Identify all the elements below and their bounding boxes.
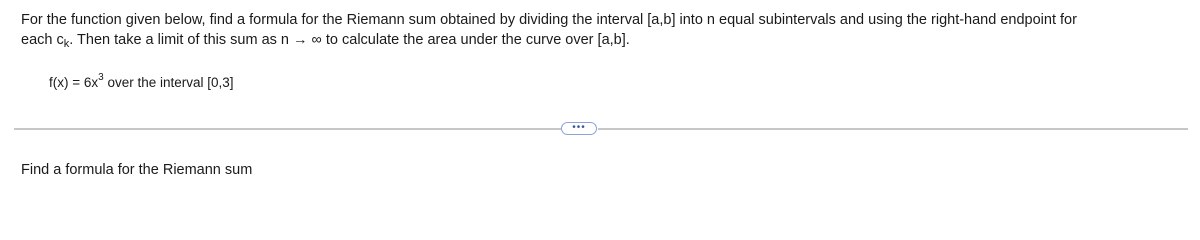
section-divider-right (598, 128, 1188, 130)
function-interval: over the interval [0,3] (103, 75, 234, 90)
expand-button[interactable]: ••• (561, 122, 597, 135)
question-line-1: For the function given below, find a formula for the Riemann sum obtained by dividing the interval [a,b] into n equal subintervals and using the right-hand endpoint for (21, 12, 1077, 28)
question-text (21, 10, 1191, 54)
function-expression: f(x) = 6x (49, 75, 99, 90)
question-line-2 (21, 30, 1191, 54)
question-line-2-start: each c (21, 32, 64, 48)
question-line-2-end: . Then take a limit of this sum as n → ∞ to calculate the area under the curve over [a,b]. (69, 32, 630, 48)
function-definition (49, 72, 234, 90)
section-divider-left (14, 128, 561, 130)
answer-prompt: Find a formula for the Riemann sum (21, 162, 253, 178)
subscript-k: k (63, 38, 70, 50)
function-exponent: 3 (98, 72, 104, 83)
